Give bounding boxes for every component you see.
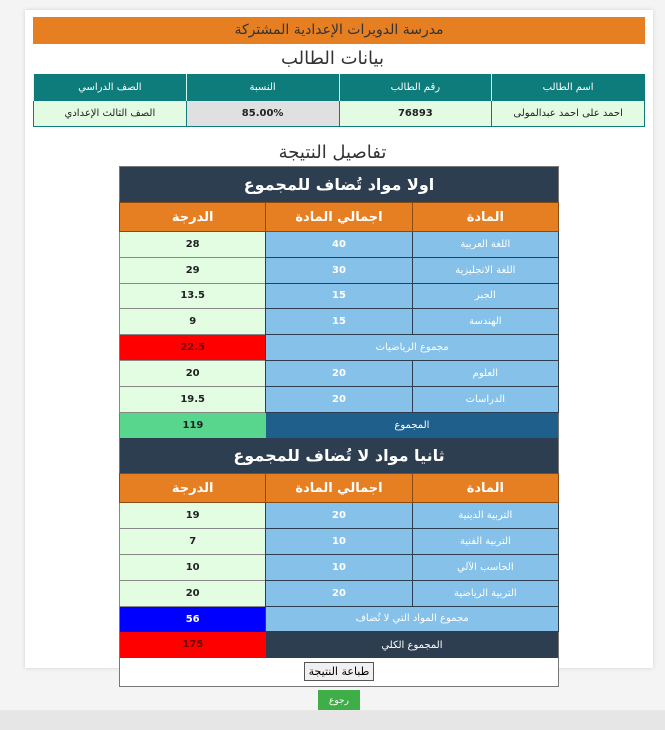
math-total-value: 22.5: [120, 335, 266, 361]
student-name: احمد على احمد عبدالمولى: [492, 101, 645, 127]
table-row: [120, 580, 559, 606]
header-id: رقم الطالب: [339, 75, 492, 101]
header-grade: الصف الدراسي: [34, 75, 187, 101]
col-subject: المادة: [412, 203, 558, 232]
subject: اللغة العربية: [412, 232, 558, 258]
school-name-banner: مدرسة الدويرات الإعدادية المشتركة: [33, 17, 645, 44]
student-info-table: [33, 74, 645, 127]
table-row: [120, 386, 559, 412]
table-row: [120, 554, 559, 580]
math-total-label: مجموع الرياضيات: [266, 335, 559, 361]
subject: الجبر: [412, 283, 558, 309]
footer-bar: [0, 710, 665, 730]
grand-total-row: [120, 632, 559, 658]
student-id: 76893: [339, 101, 492, 127]
col-subject: المادة: [412, 474, 558, 503]
non-added-sum-label: مجموع المواد التي لا تُضاف: [266, 606, 559, 632]
subject: التربية الرياضية: [412, 580, 558, 606]
section2-title: ثانيا مواد لا تُضاف للمجموع: [120, 438, 559, 474]
math-total-row: [120, 335, 559, 361]
header-name: اسم الطالب: [492, 75, 645, 101]
total: 15: [266, 283, 412, 309]
col-score: الدرجة: [120, 474, 266, 503]
subject: الحاسب الآلي: [412, 554, 558, 580]
total: 20: [266, 503, 412, 529]
results-table: [119, 166, 559, 687]
score: 29: [120, 257, 266, 283]
sum-row: [120, 412, 559, 438]
total: 40: [266, 232, 412, 258]
subject: التربية الفنية: [412, 529, 558, 555]
score: 7: [120, 529, 266, 555]
score: 20: [120, 580, 266, 606]
total: 10: [266, 529, 412, 555]
student-percentage: 85.00%: [186, 101, 339, 127]
student-grade: الصف الثالث الإعدادي: [34, 101, 187, 127]
score: 20: [120, 360, 266, 386]
table-row: [120, 503, 559, 529]
table-row: [120, 360, 559, 386]
total: 20: [266, 360, 412, 386]
total: 10: [266, 554, 412, 580]
score: 13.5: [120, 283, 266, 309]
subject: العلوم: [412, 360, 558, 386]
score: 19: [120, 503, 266, 529]
score: 28: [120, 232, 266, 258]
col-total: اجمالي المادة: [266, 474, 412, 503]
non-added-sum-value: 56: [120, 606, 266, 632]
grand-total-value: 175: [120, 632, 266, 658]
total: 20: [266, 580, 412, 606]
header-percentage: النسبة: [186, 75, 339, 101]
score: 19.5: [120, 386, 266, 412]
total: 30: [266, 257, 412, 283]
print-result-button[interactable]: طباعة النتيجة: [304, 662, 375, 681]
total: 15: [266, 309, 412, 335]
subject: التربية الدينية: [412, 503, 558, 529]
grand-total-label: المجموع الكلي: [266, 632, 559, 658]
total: 20: [266, 386, 412, 412]
results-title: تفاصيل النتيجة: [278, 142, 387, 163]
table-row: [120, 529, 559, 555]
section1-title: اولا مواد تُضاف للمجموع: [120, 167, 559, 203]
table-row: [120, 232, 559, 258]
table-row: [120, 257, 559, 283]
subject: الهندسة: [412, 309, 558, 335]
student-section-title: بيانات الطالب: [281, 48, 384, 69]
table-row: [120, 283, 559, 309]
print-cell: [120, 658, 559, 687]
score: 10: [120, 554, 266, 580]
col-total: اجمالي المادة: [266, 203, 412, 232]
score: 9: [120, 309, 266, 335]
subject: الدراسات: [412, 386, 558, 412]
non-added-sum-row: [120, 606, 559, 632]
back-button[interactable]: رجوع: [318, 690, 360, 710]
sum-label: المجموع: [266, 412, 559, 438]
subject: اللغة الانجليزية: [412, 257, 558, 283]
col-score: الدرجة: [120, 203, 266, 232]
table-row: [120, 309, 559, 335]
sum-value: 119: [120, 412, 266, 438]
